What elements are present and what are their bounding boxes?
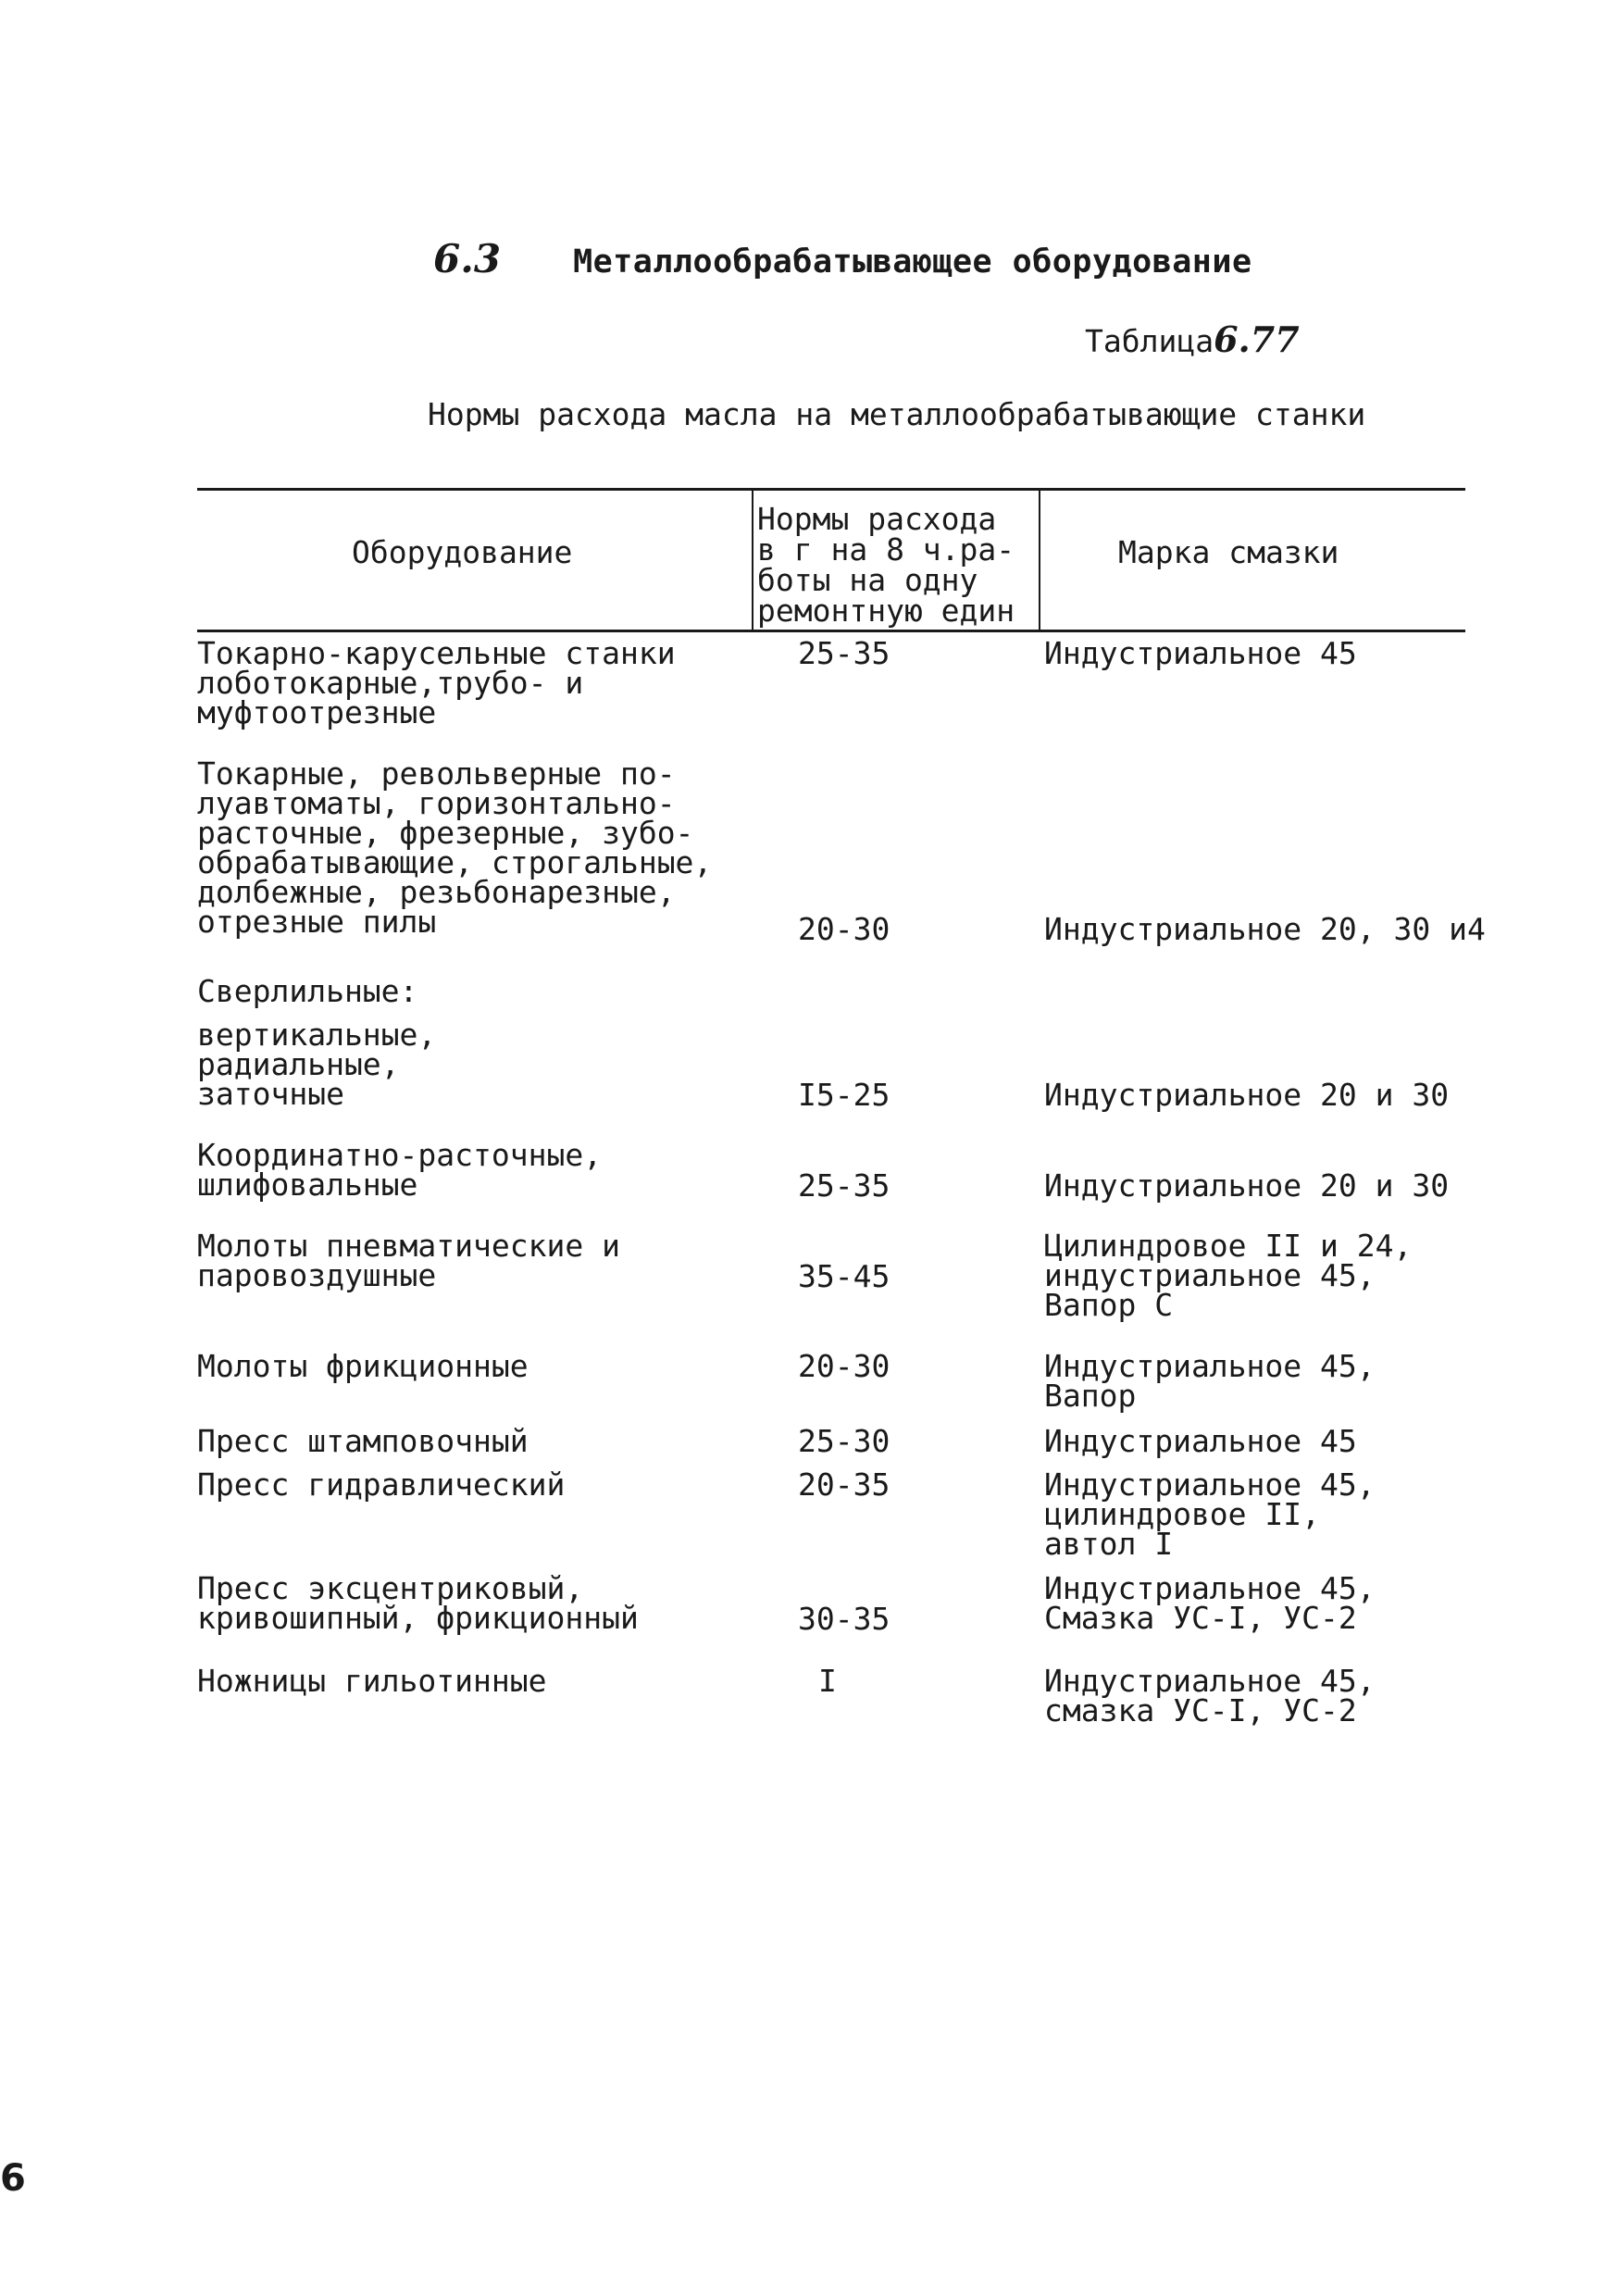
row-lubricant: Индустриальное 45, Смазка УС-I, УС-2 [1044, 1570, 1376, 1636]
row-equipment: Координатно-расточные, шлифовальные [197, 1137, 603, 1203]
row-lubricant: Индустриальное 45, смазка УС-I, УС-2 [1044, 1663, 1376, 1728]
row-norm: 20-30 [798, 1348, 890, 1384]
row-lubricant: Индустриальное 20 и 30 [1044, 1077, 1450, 1113]
row-equipment: Молоты пневматические и паровоздушные [197, 1228, 620, 1293]
row-equipment: Токарные, револьверные по- луавтоматы, горизонтально- расточные, фрезерные, зубо- обрабатывающие, строгальные, долбежные, резьбонарезные, отрезные пилы [197, 755, 713, 940]
row-equipment: Токарно-карусельные станки лоботокарные,трубо- и муфтоотрезные [197, 635, 676, 730]
header-norms-line: ремонтную един [757, 593, 1015, 629]
row-equipment: Ножницы гильотинные [197, 1663, 547, 1699]
row-norm: 20-35 [798, 1466, 890, 1503]
row-lubricant: Индустриальное 20, 30 и4 [1044, 911, 1486, 947]
header-divider-left [752, 489, 753, 630]
row-equipment: Молоты фрикционные [197, 1348, 529, 1384]
table-label-word: Таблица [1085, 323, 1214, 359]
header-norms-line: боты на одну [757, 562, 978, 598]
row-lubricant: Индустриальное 45, Вапор [1044, 1348, 1376, 1414]
section-heading [433, 236, 1252, 281]
page-number: 6 [0, 2157, 26, 2200]
row-lubricant: Индустриальное 20 и 30 [1044, 1167, 1450, 1204]
row-norm: 20-30 [798, 911, 890, 947]
row-norm: 35-45 [798, 1258, 890, 1294]
header-equipment: Оборудование [352, 534, 573, 570]
row-equipment: Пресс эксцентриковый, кривошипный, фрикционный [197, 1570, 639, 1636]
table-caption: Нормы расхода масла на металлообрабатывающие станки [428, 396, 1366, 432]
row-norm: I [818, 1663, 837, 1699]
row-lubricant: Индустриальное 45, цилиндровое II, автол I [1044, 1466, 1376, 1562]
row-norm: 30-35 [798, 1601, 890, 1637]
table-top-rule [197, 488, 1465, 491]
row-equipment: Пресс штамповочный [197, 1423, 529, 1459]
row-group-heading: Сверлильные: [197, 973, 418, 1009]
row-norm: 25-30 [798, 1423, 890, 1459]
row-norm: I5-25 [798, 1077, 890, 1113]
section-title: Металлообрабатывающее оборудование [573, 243, 1252, 281]
row-lubricant: Цилиндровое II и 24, индустриальное 45, Вапор С [1044, 1228, 1413, 1323]
row-norm: 25-35 [798, 635, 890, 671]
header-norms [757, 501, 1015, 629]
row-equipment: вертикальные, радиальные, заточные [197, 1017, 437, 1112]
table-header-rule [197, 630, 1465, 632]
header-norms-line: Нормы расхода [757, 501, 997, 537]
header-lubricant: Марка смазки [1118, 534, 1339, 570]
section-number: 6.3 [433, 236, 502, 281]
row-lubricant: Индустриальное 45 [1044, 1423, 1357, 1459]
row-norm: 25-35 [798, 1167, 890, 1204]
header-norms-line: в г на 8 ч.ра- [757, 531, 1015, 568]
row-equipment: Пресс гидравлический [197, 1466, 566, 1503]
table-number: 6.77 [1214, 318, 1300, 360]
row-lubricant: Индустриальное 45 [1044, 635, 1357, 671]
header-divider-right [1039, 489, 1040, 630]
table-label [1085, 318, 1300, 360]
